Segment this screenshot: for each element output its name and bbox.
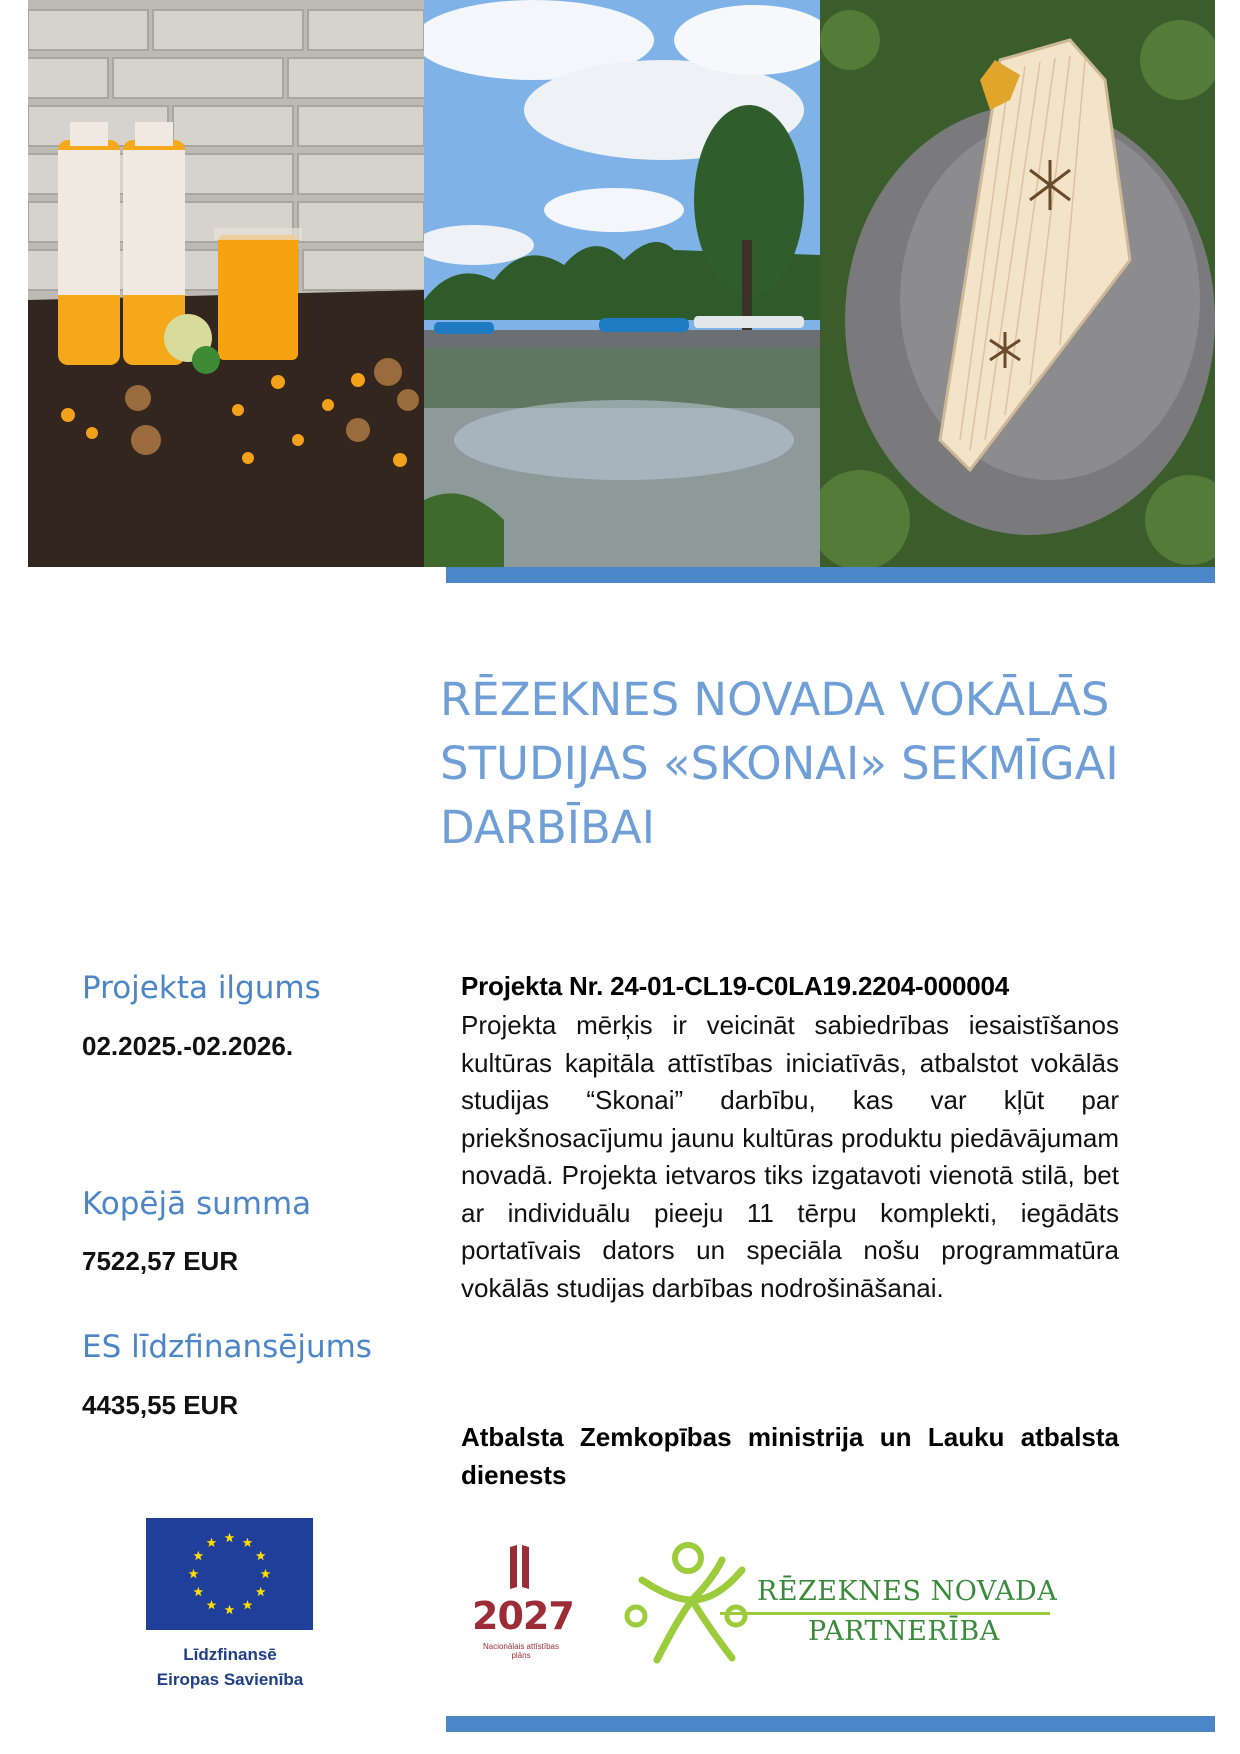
partnership-figure-logo <box>622 1540 752 1670</box>
title-line-1: RĒZEKNES NOVADA VOKĀLĀS <box>440 673 1110 726</box>
partnership-name-line-2: PARTNERĪBA <box>808 1616 1000 1647</box>
eu-cofinancing-value: 4435,55 EUR <box>82 1390 239 1420</box>
partnership-name-line-1: RĒZEKNES NOVADA <box>757 1576 1058 1607</box>
support-statement: Atbalsta Zemkopības ministrija un Lauku atbalsta dienests <box>461 1422 1119 1490</box>
partnership-divider <box>720 1612 1050 1615</box>
kokle-on-stone-photo <box>820 0 1215 567</box>
eu-caption-line-2: Eiropas Savienība <box>156 1670 304 1689</box>
juice-bottles-photo <box>28 0 424 567</box>
total-amount-value: 7522,57 EUR <box>82 1246 239 1276</box>
nap-year: 2027 <box>472 1594 574 1638</box>
title-line-3: DARBĪBAI <box>440 801 655 854</box>
eu-flag-logo <box>146 1518 313 1630</box>
eu-caption-line-1: Līdzfinansē <box>183 1645 277 1664</box>
lake-boats-photo <box>424 0 820 567</box>
project-description: Projekta mērķis ir veicināt sabiedrības iesaistīšanos kultūras kapitāla attīstības iniciatīvās, atbalstot vokālās studijas “Skonai” darbību, kas var kļūt par priekšnosacījumu jaunu kultūras produktu piedāvājumam novadā. Projekta ietvaros tiks izgatavoti vienotā stilā, bet ar individuālu pieeju 11 tērpu komplekti, iegādāts portatīvais dators un speciāla nošu programmatūra vokālās studijas darbības nodrošināšanai. <box>461 1010 1119 1303</box>
total-amount-label: Kopējā summa <box>82 1186 312 1222</box>
top-accent-bar <box>446 567 1215 583</box>
title-line-2: STUDIJAS «SKONAI» SEKMĪGAI <box>440 737 1119 790</box>
page-title <box>440 668 1160 860</box>
project-number: Projekta Nr. 24-01-CL19-C0LA19.2204-000004 <box>461 971 1010 1001</box>
eu-cofinancing-label: ES līdzfinansējums <box>82 1329 372 1365</box>
nap-subtitle: Nacionālais attīstības plāns <box>482 1642 560 1660</box>
bottom-accent-bar <box>446 1716 1215 1732</box>
duration-value: 02.2025.-02.2026. <box>82 1031 294 1061</box>
duration-label: Projekta ilgums <box>82 970 321 1006</box>
